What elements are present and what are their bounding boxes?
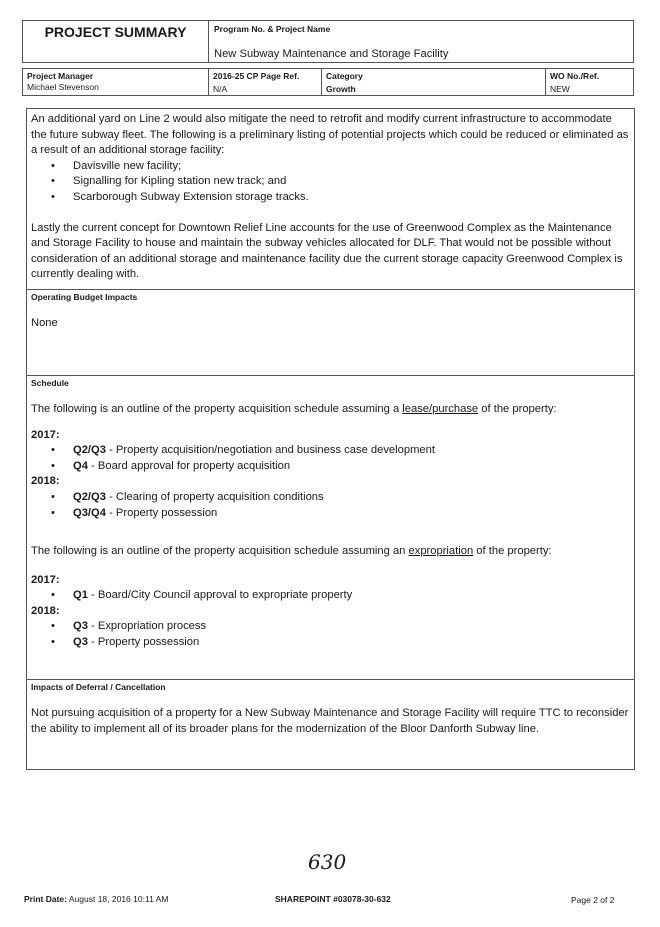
info-table [22, 68, 634, 96]
category-label: Category [326, 71, 363, 81]
program-value: New Subway Maintenance and Storage Facility [214, 48, 449, 60]
operating-label: Operating Budget Impacts [31, 292, 138, 302]
page-title: PROJECT SUMMARY [44, 24, 187, 40]
year-heading: 2017: [31, 573, 60, 586]
list-item: • Q4 - Board approval for property acquisition [73, 459, 629, 475]
list-item: • Q2/Q3 - Property acquisition/negotiation and business case development [73, 443, 629, 459]
intro-paragraph-2: Lastly the current concept for Downtown Relief Line accounts for the use of Greenwood Complex as the Maintenance and Storage Facility to house and maintain the subway vehicles allocated for DLF. That would not be possible without consideration of an additional storage and maintenance facility due the current storage capacity Greenwood Complex is currently dealing with. [31, 221, 623, 281]
program-label: Program No. & Project Name [214, 24, 331, 34]
header-table [22, 20, 634, 63]
year-heading: 2018: [31, 604, 60, 617]
handwritten-page-number: 630 [308, 850, 347, 874]
year-heading: 2017: [31, 428, 60, 441]
cp-value: N/A [213, 84, 228, 94]
expropriation-intro: The following is an outline of the property acquisition schedule assuming an expropriation of the property: [31, 545, 552, 557]
cp-label: 2016-25 CP Page Ref. [213, 71, 300, 81]
schedule-expropriation [31, 544, 629, 651]
list-item: • Q1 - Board/City Council approval to expropriate property [73, 588, 629, 604]
intro-section [31, 112, 629, 283]
schedule-lease [31, 402, 629, 521]
deferral-text: Not pursuing acquisition of a property for a New Subway Maintenance and Storage Facility will require TTC to reconsider the ability to implement all of its broader plans for the modernization of the Bloor Danforth Subway line. [31, 707, 629, 735]
wo-label: WO No./Ref. [550, 71, 600, 81]
list-item: • Davisville new facility; [73, 159, 629, 175]
footer-print-date: Print Date: August 18, 2016 10:11 AM [24, 894, 169, 904]
list-item: • Scarborough Subway Extension storage tracks. [73, 190, 629, 206]
operating-value: None [31, 317, 58, 329]
category-value: Growth [326, 84, 356, 94]
schedule-label: Schedule [31, 378, 69, 388]
year-heading: 2018: [31, 475, 60, 488]
manager-value: Michael Stevenson [27, 82, 99, 92]
lease-intro: The following is an outline of the property acquisition schedule assuming a lease/purchase of the property: [31, 403, 557, 415]
content-table [26, 108, 635, 770]
footer-sharepoint: SHAREPOINT #03078-30-632 [275, 894, 391, 904]
manager-label: Project Manager [27, 71, 94, 81]
wo-value: NEW [550, 84, 570, 94]
list-item: • Q3 - Expropriation process [73, 619, 629, 635]
list-item: • Q3 - Property possession [73, 635, 629, 651]
intro-paragraph-1: An additional yard on Line 2 would also mitigate the need to retrofit and modify current infrastructure to accommodate the future subway fleet. The following is a preliminary listing of potential projects which could be reduced or eliminated as a result of an additional storage facility: [31, 113, 629, 157]
list-item: • Q2/Q3 - Clearing of property acquisition conditions [73, 490, 629, 506]
list-item: • Q3/Q4 - Property possession [73, 506, 629, 522]
deferral-label: Impacts of Deferral / Cancellation [31, 682, 166, 692]
footer-page-number: Page 2 of 2 [571, 895, 615, 905]
list-item: • Signalling for Kipling station new track; and [73, 174, 629, 190]
